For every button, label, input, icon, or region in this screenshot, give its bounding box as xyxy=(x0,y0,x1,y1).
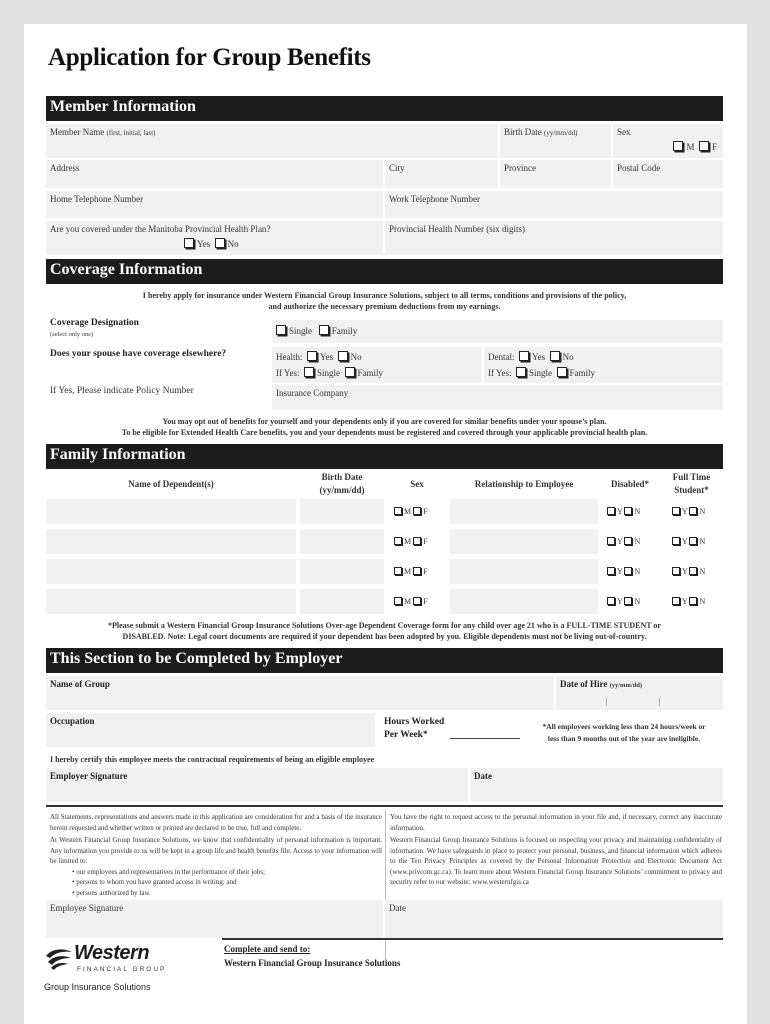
dependent-disabled-y-checkbox[interactable] xyxy=(607,537,615,545)
send-to-address: Western Financial Group Insurance Solutions xyxy=(224,958,401,968)
occupation-field[interactable] xyxy=(46,713,377,747)
manitoba-yes-label: Yes xyxy=(197,239,211,249)
dependent-sex-m-checkbox[interactable] xyxy=(394,567,402,575)
dependent-student-n-checkbox[interactable] xyxy=(689,567,697,575)
hours-worked-input[interactable] xyxy=(450,738,520,739)
dependent-disabled-y-label: Y xyxy=(617,597,623,606)
western-logo-subtitle: FINANCIAL GROUP xyxy=(77,966,167,973)
hours-worked-line1: Hours Worked xyxy=(384,717,445,727)
city-field[interactable] xyxy=(385,160,500,188)
health-yes-label: Yes xyxy=(320,352,334,362)
dependent-disabled-n-checkbox[interactable] xyxy=(624,597,632,605)
work-phone-field[interactable] xyxy=(385,191,723,218)
employee-signature-field[interactable] xyxy=(46,900,385,938)
birth-date-hint: (yy/mm/dd) xyxy=(544,129,578,137)
group-name-field[interactable] xyxy=(46,676,556,710)
birth-date-label: Birth Date xyxy=(504,127,542,137)
policy-number-label: If Yes, Please indicate Policy Number xyxy=(50,386,194,396)
dependent-disabled-n-checkbox[interactable] xyxy=(624,567,632,575)
dependent-relationship-input[interactable] xyxy=(450,529,598,554)
group-name-label: Name of Group xyxy=(50,679,110,689)
manitoba-question: Are you covered under the Manitoba Provincial Health Plan? xyxy=(50,224,271,234)
dependent-student-y-checkbox[interactable] xyxy=(672,567,680,575)
col-full-time-line1: Full Time xyxy=(672,472,711,482)
opt-out-notice xyxy=(46,416,723,438)
dependent-sex-m-label: M xyxy=(404,537,412,546)
dependent-sex-options xyxy=(394,529,428,554)
dependent-student-n-checkbox[interactable] xyxy=(689,597,697,605)
dependent-sex-f-label: F xyxy=(423,537,428,546)
dependent-student-options xyxy=(672,559,705,584)
dependent-student-n-checkbox[interactable] xyxy=(689,537,697,545)
employee-date-label: Date xyxy=(389,903,406,913)
sex-f-checkbox[interactable] xyxy=(699,141,709,151)
dependent-disabled-n-checkbox[interactable] xyxy=(624,537,632,545)
health-no-label: No xyxy=(350,352,362,362)
dependent-disabled-options xyxy=(607,529,640,554)
dependent-disabled-options xyxy=(607,559,640,584)
dependent-name-input[interactable] xyxy=(46,559,296,584)
dependent-disabled-y-label: Y xyxy=(617,537,623,546)
dependent-disabled-y-checkbox[interactable] xyxy=(607,567,615,575)
dependent-disabled-n-label: N xyxy=(634,537,641,546)
dental-no-checkbox[interactable] xyxy=(550,351,560,361)
spouse-health-coverage xyxy=(272,347,484,383)
employer-date-field[interactable] xyxy=(470,768,723,802)
occupation-label: Occupation xyxy=(50,716,95,726)
dependent-disabled-y-checkbox[interactable] xyxy=(607,507,615,515)
home-phone-field[interactable] xyxy=(46,191,385,218)
footer-rule xyxy=(222,938,723,940)
sex-field xyxy=(613,124,723,158)
city-label: City xyxy=(389,163,405,173)
home-phone-label: Home Telephone Number xyxy=(50,194,144,204)
member-name-hint: (first, initial, last) xyxy=(106,129,156,137)
page-title: Application for Group Benefits xyxy=(48,44,371,71)
dependent-student-n-label: N xyxy=(699,567,706,576)
opt-out-line-1: You may opt out of benefits for yourself and your dependents only if you are covered for similar benefits under your spouse’s plan. xyxy=(162,417,607,426)
dependent-sex-f-checkbox[interactable] xyxy=(413,507,421,515)
dependent-relationship-input[interactable] xyxy=(450,499,598,524)
dental-no-label: No xyxy=(562,352,574,362)
section-header-family: Family Information xyxy=(46,444,723,469)
employer-signature-label: Employer Signature xyxy=(50,771,128,781)
manitoba-yes-checkbox[interactable] xyxy=(184,238,194,248)
dependent-sex-f-label: F xyxy=(423,507,428,516)
dependent-sex-f-checkbox[interactable] xyxy=(413,567,421,575)
health-single-checkbox[interactable] xyxy=(304,367,314,377)
manitoba-no-label: No xyxy=(227,239,239,249)
dependent-birth-date-input[interactable] xyxy=(300,499,384,524)
single-label: Single xyxy=(289,326,313,336)
dependent-name-input[interactable] xyxy=(46,589,296,614)
dependent-student-y-checkbox[interactable] xyxy=(672,507,680,515)
col-birth-date-line1: Birth Date xyxy=(321,472,363,482)
employee-signature-label: Employee Signature xyxy=(50,903,124,913)
dependent-relationship-input[interactable] xyxy=(450,559,598,584)
dependent-disabled-n-label: N xyxy=(634,597,641,606)
dependent-sex-options xyxy=(394,589,428,614)
dependent-disabled-n-checkbox[interactable] xyxy=(624,507,632,515)
dependent-sex-m-checkbox[interactable] xyxy=(394,597,402,605)
legal-bullet-1: • our employees and representatives in the performance of their jobs; xyxy=(72,867,265,876)
dependent-birth-date-input[interactable] xyxy=(300,589,384,614)
legal-right-column xyxy=(390,812,722,888)
date-of-hire-label: Date of Hire xyxy=(560,679,608,689)
section-header-member: Member Information xyxy=(46,96,723,121)
dependent-sex-m-checkbox[interactable] xyxy=(394,537,402,545)
dependent-student-options xyxy=(672,499,705,524)
western-logo-word: Western xyxy=(74,942,150,964)
member-name-label: Member Name xyxy=(50,127,105,137)
health-number-field[interactable] xyxy=(385,221,723,255)
legal-top-rule xyxy=(46,805,723,807)
postal-code-label: Postal Code xyxy=(617,163,661,173)
col-birth-date xyxy=(298,471,386,497)
dependent-sex-options xyxy=(394,499,428,524)
apply-statement xyxy=(46,290,723,312)
member-name-field[interactable] xyxy=(46,124,500,158)
province-field[interactable] xyxy=(500,160,613,188)
dependent-student-n-label: N xyxy=(699,507,706,516)
dependent-birth-date-input[interactable] xyxy=(300,529,384,554)
spouse-dental-coverage xyxy=(484,347,723,383)
dependent-sex-m-checkbox[interactable] xyxy=(394,507,402,515)
col-name-of-dependent: Name of Dependent(s) xyxy=(128,479,214,489)
dependent-disabled-options xyxy=(607,499,640,524)
insurance-company-label: Insurance Company xyxy=(276,388,349,398)
western-logo-icon xyxy=(44,946,76,972)
employer-date-label: Date xyxy=(474,771,492,781)
health-single-label: Single xyxy=(317,368,341,378)
sex-label: Sex xyxy=(617,127,631,137)
employee-date-field[interactable] xyxy=(385,900,723,938)
single-checkbox[interactable] xyxy=(276,325,286,335)
family-label: Family xyxy=(331,326,358,336)
family-checkbox[interactable] xyxy=(319,325,329,335)
dependent-name-input[interactable] xyxy=(46,499,296,524)
postal-code-field[interactable] xyxy=(613,160,723,188)
certify-statement: I hereby certify this employee meets the contractual requirements of being an eligible employee xyxy=(50,755,375,764)
dependent-note-line-2: DISABLED. Note: Legal court documents are required if your dependent has been adopted by you. Eligible dependents must not be living out-of-country. xyxy=(122,632,647,641)
health-label: Health: xyxy=(276,352,303,362)
col-relationship: Relationship to Employee xyxy=(474,479,574,489)
dependent-sex-f-checkbox[interactable] xyxy=(413,537,421,545)
hours-eligibility-note xyxy=(524,721,724,745)
hire-date-divider-1 xyxy=(606,698,607,706)
dependent-student-y-label: Y xyxy=(682,597,688,606)
birth-date-field[interactable] xyxy=(500,124,613,158)
dependent-disabled-n-label: N xyxy=(634,567,641,576)
dependent-note xyxy=(46,620,723,642)
col-sex: Sex xyxy=(410,479,424,489)
dental-family-checkbox[interactable] xyxy=(557,367,567,377)
address-field[interactable] xyxy=(46,160,385,188)
health-if-yes-label: If Yes: xyxy=(276,368,300,378)
dependent-sex-m-label: M xyxy=(404,507,412,516)
western-logo xyxy=(44,942,184,982)
dependent-student-options xyxy=(672,589,705,614)
dependent-student-y-label: Y xyxy=(682,537,688,546)
dependent-sex-f-label: F xyxy=(423,597,428,606)
dependent-disabled-y-label: Y xyxy=(617,567,623,576)
dependent-sex-f-label: F xyxy=(423,567,428,576)
legal-bullet-3: • persons authorized by law. xyxy=(72,888,151,897)
dependent-birth-date-input[interactable] xyxy=(300,559,384,584)
dependent-student-y-checkbox[interactable] xyxy=(672,537,680,545)
date-of-hire-field[interactable] xyxy=(556,676,723,710)
province-label: Province xyxy=(504,163,536,173)
application-form xyxy=(24,24,747,1024)
dental-single-checkbox[interactable] xyxy=(516,367,526,377)
date-of-hire-hint: (yy/mm/dd) xyxy=(609,682,643,689)
dependent-student-y-label: Y xyxy=(682,507,688,516)
hours-note-line1: *All employees working less than 24 hours/week or xyxy=(542,722,706,731)
dependent-sex-f-checkbox[interactable] xyxy=(413,597,421,605)
insurance-company-field[interactable] xyxy=(272,385,723,410)
footer-tagline: Group Insurance Solutions xyxy=(44,982,151,992)
dependent-disabled-y-label: Y xyxy=(617,507,623,516)
col-full-time-student xyxy=(660,471,723,497)
hire-date-divider-2 xyxy=(659,698,660,706)
section-header-coverage: Coverage Information xyxy=(46,259,723,284)
spouse-coverage-question: Does your spouse have coverage elsewhere? xyxy=(50,349,227,359)
dental-family-label: Family xyxy=(569,368,596,378)
manitoba-no-checkbox[interactable] xyxy=(215,238,225,248)
dental-label: Dental: xyxy=(488,352,515,362)
sex-m-label: M xyxy=(686,142,695,152)
sex-f-label: F xyxy=(711,142,717,152)
address-label: Address xyxy=(50,163,80,173)
dependent-name-input[interactable] xyxy=(46,529,296,554)
health-no-checkbox[interactable] xyxy=(338,351,348,361)
col-disabled: Disabled* xyxy=(610,479,649,489)
dependent-disabled-options xyxy=(607,589,640,614)
dependent-sex-options xyxy=(394,559,428,584)
employer-signature-field[interactable] xyxy=(46,768,470,802)
dependent-student-y-label: Y xyxy=(682,567,688,576)
legal-left-paragraph-1: All Statements, representations and answers made in this application are consideration for and a basis of the insurance herein requested and whether written or printed are declared to be true, full and complete. xyxy=(50,813,382,832)
health-number-label: Provincial Health Number (six digits) xyxy=(389,224,525,234)
manitoba-plan-field xyxy=(46,221,385,255)
section-header-employer: This Section to be Completed by Employer xyxy=(46,648,723,673)
dental-if-yes-label: If Yes: xyxy=(488,368,512,378)
legal-left-column xyxy=(50,812,382,898)
apply-line-1: I hereby apply for insurance under Western Financial Group Insurance Solutions, subject to all terms, conditions and provisions of the policy, xyxy=(142,291,627,300)
dependent-sex-m-label: M xyxy=(404,597,412,606)
legal-right-paragraph-2: Western Financial Group Insurance Solutions is focused on respecting your privacy and maintaining confidentiality of information. We have safeguards in place to protect your personal, business, and financial information which adheres to the Ten Privacy Principles as covered by the Personal Information Protection and Electronic Document Act (www.privcom.gc.ca). To learn more about Western Financial Group Insurance Solutions’ commitment to privacy and security refer to our website: www.westernfgis.ca xyxy=(390,836,722,886)
col-birth-date-line2: (yy/mm/dd) xyxy=(319,485,365,495)
sex-m-checkbox[interactable] xyxy=(673,141,683,151)
legal-right-paragraph-1: You have the right to request access to the personal information in your file and, if necessary, correct any inaccurate information. xyxy=(390,813,722,832)
work-phone-label: Work Telephone Number xyxy=(389,194,480,204)
coverage-designation-hint: (select only one) xyxy=(50,331,94,338)
dependent-student-n-label: N xyxy=(699,597,706,606)
hours-note-line2: less than 9 months out of the year are ineligible. xyxy=(547,734,701,743)
dependent-student-n-checkbox[interactable] xyxy=(689,507,697,515)
dental-yes-checkbox[interactable] xyxy=(519,351,529,361)
dental-single-label: Single xyxy=(529,368,553,378)
dependent-disabled-n-label: N xyxy=(634,507,641,516)
hours-worked-line2: Per Week* xyxy=(384,730,428,740)
hours-worked-label xyxy=(384,716,444,742)
dependent-sex-m-label: M xyxy=(404,567,412,576)
legal-left-paragraph-2: At Western Financial Group Insurance Solutions, we know that confidentiality of personal information is important. Any information you provide to us will be kept in a group life and health benefits file. Access to your information will be limited to: xyxy=(50,836,382,865)
health-family-label: Family xyxy=(357,368,384,378)
coverage-designation-label: Coverage Designation xyxy=(50,318,139,328)
health-family-checkbox[interactable] xyxy=(345,367,355,377)
dental-yes-label: Yes xyxy=(532,352,546,362)
dependent-note-line-1: *Please submit a Western Financial Group Insurance Solutions Over-age Dependent Coverage form for any child over age 21 who is a FULL-TIME STUDENT or xyxy=(108,621,661,630)
send-to-label: Complete and send to: xyxy=(224,944,311,954)
health-yes-checkbox[interactable] xyxy=(307,351,317,361)
apply-line-2: and authorize the necessary premium deductions from my earnings. xyxy=(268,302,501,311)
dependent-disabled-y-checkbox[interactable] xyxy=(607,597,615,605)
dependent-student-options xyxy=(672,529,705,554)
dependent-student-n-label: N xyxy=(699,537,706,546)
legal-bullet-2: • persons to whom you have granted access in writing; and xyxy=(72,878,237,886)
dependent-student-y-checkbox[interactable] xyxy=(672,597,680,605)
dependent-relationship-input[interactable] xyxy=(450,589,598,614)
coverage-designation-options xyxy=(272,320,723,343)
opt-out-line-2: To be eligible for Extended Health Care benefits, you and your dependents must be registered and covered through your applicable provincial health plan. xyxy=(121,428,648,437)
col-full-time-line2: Student* xyxy=(674,485,709,495)
